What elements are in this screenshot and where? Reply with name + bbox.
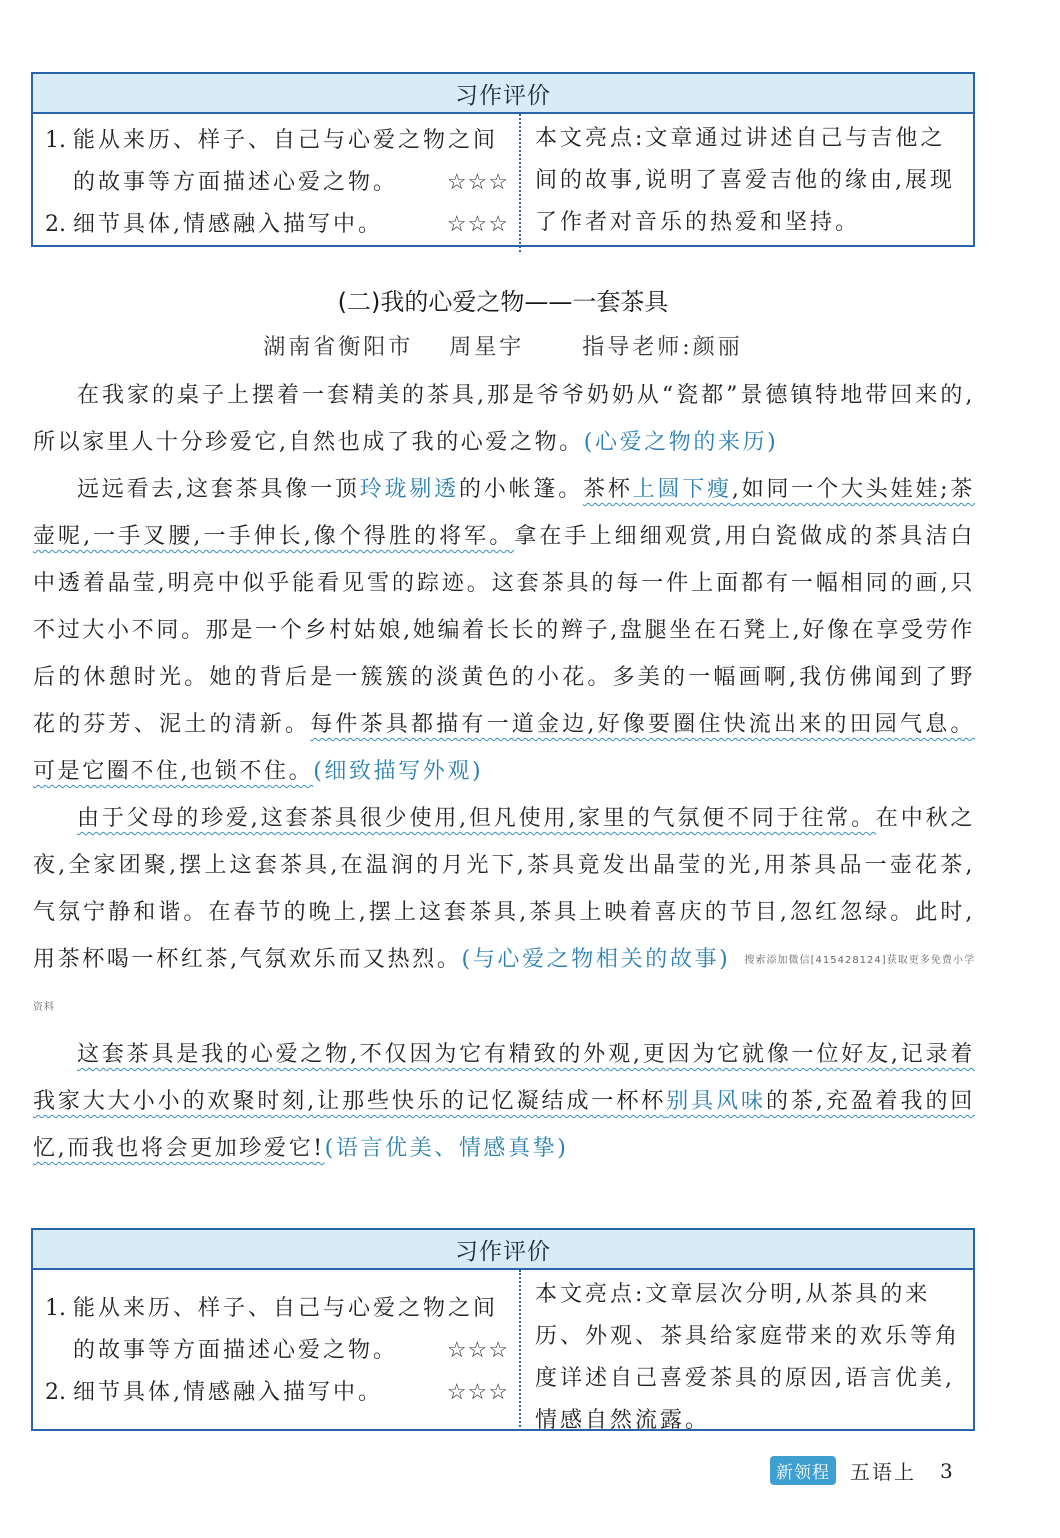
criterion-1 bbox=[45, 120, 509, 204]
page-number: 3 bbox=[940, 1458, 953, 1483]
criterion-number: 1. bbox=[45, 1295, 66, 1321]
evaluation-criteria bbox=[33, 1270, 521, 1431]
paragraph-text: ,如同一个大头娃娃;茶壶呢,一手叉腰,一手伸长,像个得胜的将军。 bbox=[33, 477, 976, 549]
criterion-text: 的故事等方面描述心爱之物。 bbox=[73, 1337, 399, 1363]
criterion-text: 细节具体,情感融入描写中。 bbox=[73, 212, 383, 237]
criterion-text: 细节具体,情感融入描写中。 bbox=[73, 1379, 383, 1405]
star-rating: ☆☆☆ bbox=[446, 212, 509, 237]
paragraph-text: 的小帐篷。 bbox=[458, 477, 584, 502]
annotation-note: (细致描写外观) bbox=[313, 759, 484, 784]
criterion-text: 的故事等方面描述心爱之物。 bbox=[73, 170, 399, 195]
paragraph-text: 拿在手上细细观赏,用白瓷做成的茶具洁白中透着晶莹,明亮中似乎能看见雪的踪迹。这套茶具的每一件上面都有一幅相同的画,只不过大小不同。那是一个乡村姑娘,她编着长长的辫子,盘腿坐在石凳上,好像在享受劳作后的休憩时光。她的背后是一簇簇的淡黄色的小花。多美的一幅画啊,我仿佛闻到了野花的芬芳、泥土的清新。 bbox=[33, 524, 975, 737]
paragraph-text: 远远看去,这套茶具像一顶 bbox=[77, 477, 360, 502]
paragraph-1 bbox=[33, 372, 975, 466]
criterion-number: 2. bbox=[45, 1379, 66, 1405]
criterion-1 bbox=[45, 1288, 509, 1372]
author-name: 周星宇 bbox=[449, 335, 525, 360]
paragraph-text: 在我家的桌子上摆着一套精美的茶具,那是爷爷奶奶从“瓷都”景德镇特地带回来的,所以家里人十分珍爱它,自然也成了我的心爱之物。 bbox=[33, 383, 975, 455]
highlight-word: 别具风味 bbox=[666, 1089, 766, 1114]
annotation-note: (语言优美、情感真挚) bbox=[324, 1136, 569, 1161]
page-footer bbox=[770, 1456, 953, 1485]
highlight-word: 上圆下瘦 bbox=[632, 477, 732, 502]
criterion-text: 能从来历、样子、自己与心爱之物之间 bbox=[73, 128, 499, 153]
teacher-name: 指导老师:颜丽 bbox=[582, 335, 743, 360]
evaluation-table-1 bbox=[31, 72, 975, 247]
star-rating: ☆☆☆ bbox=[446, 1337, 509, 1363]
brand-badge: 新领程 bbox=[770, 1456, 836, 1485]
highlight-word: 玲珑剔透 bbox=[359, 477, 459, 502]
evaluation-table-2 bbox=[31, 1228, 975, 1431]
wavy-underlined-text: 由于父母的珍爱,这套茶具很少使用,但凡使用,家里的气氛便不同于往常。 bbox=[77, 806, 876, 831]
criterion-2 bbox=[45, 1372, 509, 1414]
star-rating: ☆☆☆ bbox=[446, 1379, 509, 1405]
annotation-note: (与心爱之物相关的故事) bbox=[461, 947, 731, 972]
paragraph-4 bbox=[33, 1031, 975, 1172]
article-title: (二)我的心爱之物——一套茶具 bbox=[337, 288, 669, 316]
star-rating: ☆☆☆ bbox=[446, 170, 509, 195]
evaluation-criteria bbox=[33, 114, 521, 252]
evaluation-highlight: 本文亮点:文章层次分明,从茶具的来历、外观、茶具给家庭带来的欢乐等角度详述自己喜爱茶具的原因,语言优美,情感自然流露。 bbox=[535, 1282, 961, 1433]
paragraph-text: 在中秋之夜,全家团聚,摆上这套茶具,在温润的月光下,茶具竟发出晶莹的光,用茶具品一壶花茶,气氛宁静和谐。在春节的晚上,摆上这套茶具,茶具上映着喜庆的节目,忽红忽绿。此时,用茶杯喝一杯红茶,气氛欢乐而又热烈。 bbox=[33, 806, 975, 972]
evaluation-highlight: 本文亮点:文章通过讲述自己与吉他之间的故事,说明了喜爱吉他的缘由,展现了作者对音乐的热爱和坚持。 bbox=[535, 126, 955, 235]
evaluation-header: 习作评价 bbox=[33, 74, 973, 114]
criterion-number: 1. bbox=[45, 128, 66, 153]
watermark-text: 搜索添加微信[415428124]获取更多免费小学资料 bbox=[33, 954, 975, 1013]
criterion-text: 能从来历、样子、自己与心爱之物之间 bbox=[73, 1295, 499, 1321]
author-location: 湖南省衡阳市 bbox=[263, 335, 414, 360]
criterion-2 bbox=[45, 204, 509, 246]
paragraph-text: 这套茶具是我的心爱之物,不仅因为它有精致的外观,更因为它就像一位好友,记录着我家大大小小的欢聚时刻,让那些快乐的记忆凝结成一杯杯 bbox=[33, 1042, 975, 1114]
paragraph-text: 茶杯 bbox=[583, 477, 633, 502]
annotation-note: (心爱之物的来历) bbox=[583, 430, 779, 455]
paragraph-text: 的茶,充盈着我的回忆,而我也将会更加珍爱它! bbox=[33, 1089, 975, 1161]
paragraph-2 bbox=[33, 466, 975, 795]
evaluation-header: 习作评价 bbox=[33, 1230, 973, 1270]
wavy-underlined-text: 每件茶具都描有一道金边,好像要圈住快流出来的田园气息。可是它圈不住,也锁不住。 bbox=[33, 712, 975, 784]
criterion-number: 2. bbox=[45, 212, 66, 237]
grade-label: 五语上 bbox=[850, 1460, 916, 1484]
paragraph-3 bbox=[33, 795, 975, 1031]
author-line bbox=[0, 330, 1006, 361]
article-body bbox=[33, 372, 975, 1172]
